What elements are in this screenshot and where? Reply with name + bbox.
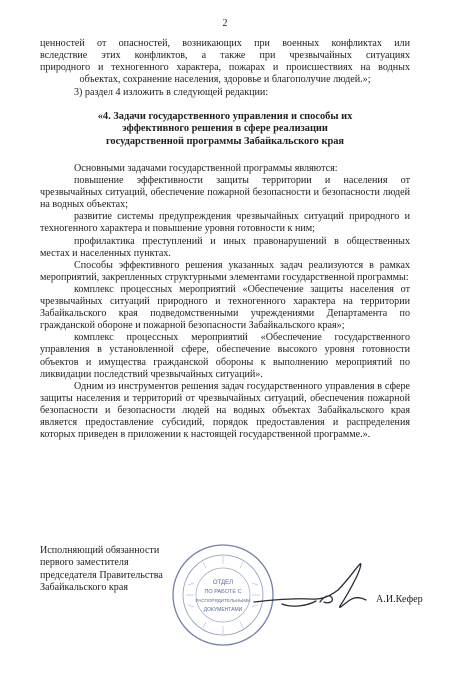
intro-line: ценностей от опасностей, возникающих при военных конфликтах или <box>40 38 410 49</box>
paragraph: профилактика преступлений и иных правонарушений в общественных местах и населенных пунктах. <box>40 235 410 259</box>
paragraph: Одним из инструментов решения задач государственного управления в сфере защиты населения и территорий от чрезвычайных ситуаций, обеспечения пожарной безопасности и безопасности людей на водных объектах Забайкальского края является предоставление субсидий, порядок предоставления и распределения которых приведен в приложении к настоящей государственной программе.». <box>40 380 410 441</box>
signatory-title <box>40 545 163 594</box>
intro-line: вследствие этих конфликтов, а также при чрезвычайных ситуациях <box>40 50 410 62</box>
paragraph: Основными задачами государственной программы являются: <box>74 163 338 174</box>
paragraph: развитие системы предупреждения чрезвычайных ситуаций природного и техногенного характера и повышение уровня готовности к ним; <box>40 211 410 235</box>
intro-line: объектах, сохранение населения, здоровье и благополучие людей.»; <box>79 74 371 86</box>
section-heading <box>40 111 410 148</box>
intro-paragraph <box>40 38 410 99</box>
paragraph: комплекс процессных мероприятий «Обеспечение государственного управления в установленной сфере, обеспечение высокого уровня готовности объектов и имущества гражданской обороны к выполнению мероприятий по ликвидации последствий чрезвычайных ситуаций». <box>40 332 410 380</box>
stamp-text: РАСПОРЯДИТЕЛЬНЫМИ <box>195 598 251 603</box>
signatory-title-line: Исполняющий обязанности <box>40 545 160 556</box>
section-body <box>40 163 410 441</box>
paragraph: комплекс процессных мероприятий «Обеспечение защиты населения от чрезвычайных ситуаций природного и техногенного характера на территории Забайкальского края подведомственными учреждениями Департамента по гражданской обороне и пожарной безопасности Забайкальского края»; <box>40 283 410 332</box>
heading-line: «4. Задачи государственного управления и способы их <box>97 111 353 122</box>
signatory-name: А.И.Кефер <box>376 594 423 605</box>
paragraph: Способы эффективного решения указанных задач реализуются в рамках мероприятий, закрепленных структурными элементами государственной программы: <box>40 259 410 283</box>
stamp-text: ПО РАБОТЕ С <box>204 589 242 595</box>
paragraph: повышение эффективности защиты территории и населения от чрезвычайных ситуаций, обеспечение пожарной безопасности и безопасности людей на водных объектах; <box>40 175 410 211</box>
intro-line: природного и техногенного характера, пожарах и происшествиях на водных <box>40 62 410 74</box>
signatory-title-line: первого заместителя <box>40 557 129 569</box>
signatory-title-line: председателя Правительства <box>40 569 163 581</box>
handwritten-signature <box>252 560 377 620</box>
heading-line: государственной программы Забайкальского края <box>105 135 345 147</box>
stamp-text: ОТДЕЛ <box>212 580 234 586</box>
amendment-item: 3) раздел 4 изложить в следующей редакции: <box>74 87 269 99</box>
heading-line: эффективного решения в сфере реализации <box>122 123 328 135</box>
stamp-text: ДОКУМЕНТАМИ <box>203 607 243 613</box>
page-number: 2 <box>222 18 228 29</box>
signatory-title-line: Забайкальского края <box>40 581 128 593</box>
